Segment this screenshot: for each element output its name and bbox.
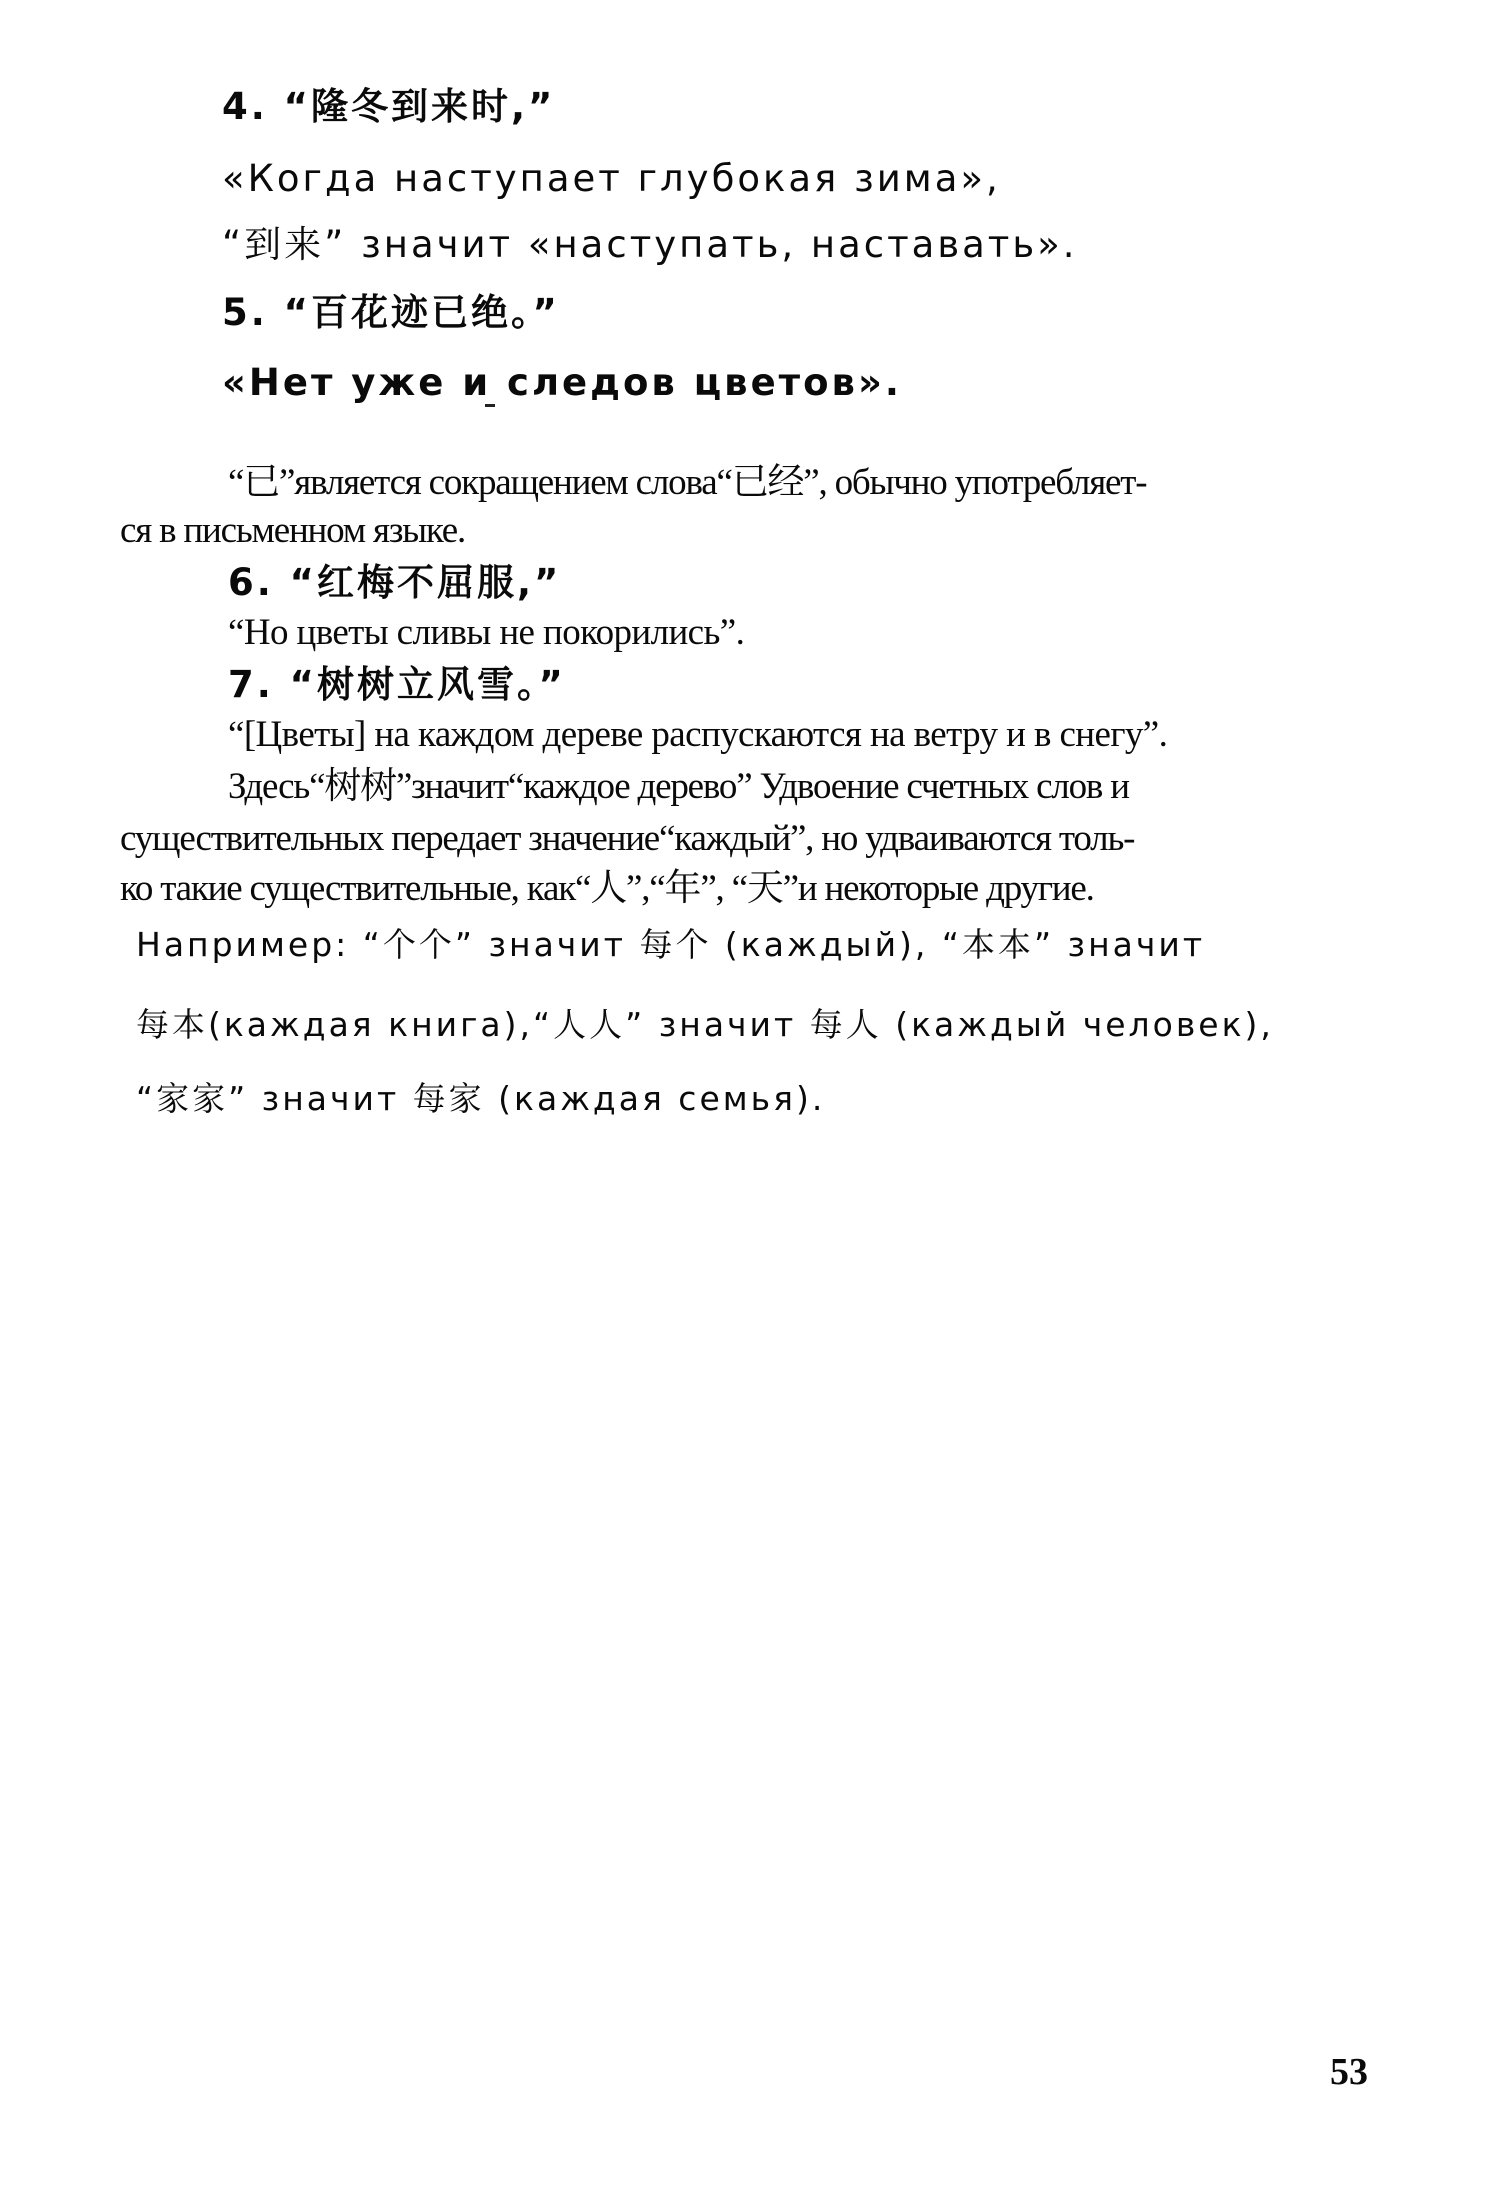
- item-6-heading: 6. “红梅不屈服,”: [228, 561, 562, 604]
- stray-mark: [485, 404, 495, 407]
- paragraph-1-line-2: ся в письменном языке.: [120, 510, 466, 551]
- paragraph-1-line-1: “已”является сокращением слова“已经”, обычно употребляет-: [228, 462, 1147, 503]
- item-7-heading: 7. “树树立风雪。”: [228, 663, 566, 706]
- item-5-heading: 5. “百花迹已绝。”: [222, 291, 560, 334]
- item-7-translation: “[Цветы] на каждом дереве распускаются на ветру и в снегу”.: [228, 714, 1168, 755]
- example-line-3: “家家” значит 每家 (каждая семья).: [136, 1079, 826, 1118]
- page-number: 53: [1330, 2051, 1368, 2093]
- item-4-translation: «Когда наступает глубокая зима»,: [222, 157, 1001, 200]
- example-line-2: 每本(каждая книга),“人人” значит 每人 (каждый человек),: [136, 1005, 1274, 1044]
- item-4-note: “到来” значит «наступать, наставать».: [222, 223, 1078, 266]
- item-4-heading: 4. “隆冬到来时,”: [222, 85, 556, 128]
- paragraph-2-line-3: ко такие существительные, как“人”,“年”, “天”и некоторые другие.: [120, 868, 1094, 909]
- example-line-1: Например: “个个” значит 每个 (каждый), “本本” значит: [136, 925, 1206, 964]
- paragraph-2-line-1: Здесь“树树”значит“каждое дерево” Удвоение счетных слов и: [228, 766, 1129, 807]
- item-6-translation: “Но цветы сливы не покорились”.: [228, 612, 745, 653]
- item-5-translation: «Нет уже и следов цветов».: [222, 361, 902, 404]
- paragraph-2-line-2: существительных передает значение“каждый”, но удваиваются толь-: [120, 818, 1135, 859]
